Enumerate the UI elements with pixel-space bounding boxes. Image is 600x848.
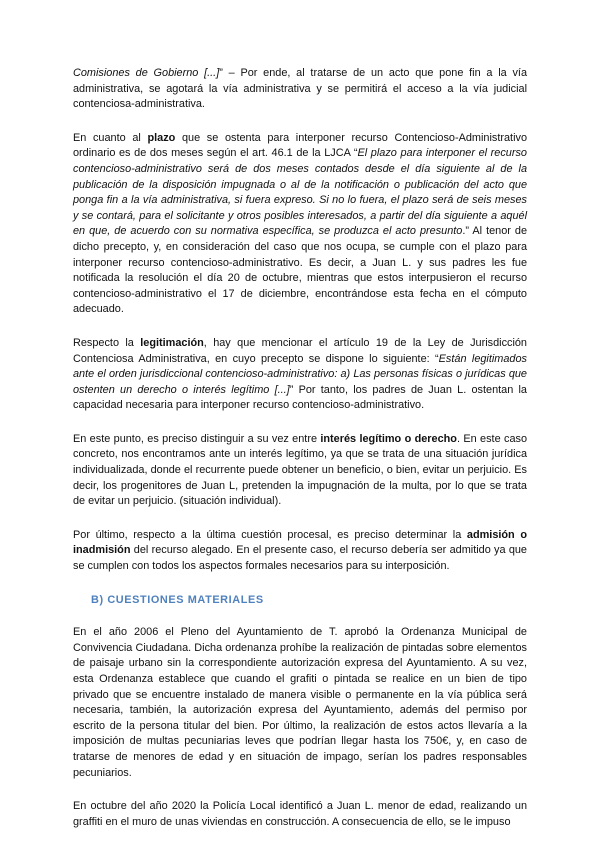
section-heading-cuestiones-materiales: B) CUESTIONES MATERIALES: [91, 593, 264, 606]
paragraph-ordenanza: En el año 2006 el Pleno del Ayuntamiento de T. aprobó la Ordenanza Municipal de Convivencia Ciudadana. Dicha ordenanza prohíbe la realización de pintadas sobre elementos de paisaje urbano sin la correspondiente autorización expresa del Ayuntamiento. A su vez, esta Ordenanza establece que cuando el grafiti o pintada se realice en un bien de tipo privado que se encuentre instalado de manera visible o permanente en la vía pública será necesaria, también, la autorización expresa del Ayuntamiento, además del permiso por escrito de la persona titular del bien. Por último, la realización de estos actos llevaría a la imposición de multas pecuniarias leves que podrían llegar hasta los 750€, y, en caso de tratarse de menores de edad y en situación de impago, serían los padres responsables pecuniarios.: [73, 626, 527, 779]
paragraph-legitimacion: [73, 336, 527, 414]
paragraph-text: ” – Por ende, al tratarse de un acto que pone fin a la vía administrativa, se agotará la vía administrativa y se permitirá el acceso a la vía judicial contenciosa-administrativa.: [73, 67, 527, 111]
paragraph-vía-administrativa: [73, 66, 527, 113]
term-admision: admisión o inadmisión: [73, 528, 527, 557]
paragraph-text: En cuanto al: [73, 131, 148, 144]
paragraph-policia-local: En octubre del año 2020 la Policía Local identificó a Juan L. menor de edad, realizando un graffiti en el muro de unas viviendas en construcción. A consecuencia de ello, se le impuso: [73, 800, 527, 828]
paragraph-text: ” Por tanto, los padres de Juan L. ostentan la capacidad necesaria para interponer recurso contencioso-administrativo.: [73, 383, 527, 412]
term-interes-legitimo: interés legítimo o derecho: [320, 432, 457, 445]
paragraph-text: .” Al tenor de dicho precepto, y, en consideración del caso que nos ocupa, se cumple con el plazo para interponer recurso contencioso-administrativo. Es decir, a Juan L. y sus padres les fue notificada la resolución el día 20 de octubre, mientras que estos interpusieron el recurso contencioso-administrativo el 17 de diciembre, encontrándose esta fecha en el cómputo adecuado.: [73, 225, 528, 316]
paragraph-text: Respecto la: [73, 336, 141, 349]
quote-art-19: Están legitimados ante el orden jurisdiccional contencioso-administrativo: a) Las personas físicas o jurídicas que ostenten un derecho o interés legítimo [...]: [73, 352, 527, 396]
paragraph-interes-legitimo: [73, 432, 527, 510]
paragraph-text: . En este caso concreto, nos encontramos ante un interés legítimo, ya que se trata de una situación jurídica individualizada, donde el recurrente puede obtener un beneficio, o bien, evitar un perjuicio. Es decir, los progenitores de Juan L, pretenden la impugnación de la multa, por lo que se trata de evitar un perjuicio. (situación individual).: [73, 432, 528, 508]
paragraph-admision: [73, 528, 527, 575]
paragraph-plazo: [73, 131, 527, 318]
quote-comisiones: Comisiones de Gobierno [...]: [73, 67, 220, 79]
term-plazo: plazo: [147, 131, 176, 144]
paragraph-text: que se ostenta para interponer recurso Contencioso-Administrativo ordinario es de dos meses según el art. 46.1 de la LJCA “: [73, 131, 527, 160]
paragraph-text: , hay que mencionar el artículo 19 de la Ley de Jurisdicción Contenciosa Administrativa, en cuyo precepto se dispone lo siguiente: “: [73, 336, 527, 365]
paragraph-text: del recurso alegado. En el presente caso, el recurso debería ser admitido ya que se cumplen con todos los aspectos formales necesarios para su interposición.: [73, 544, 527, 573]
quote-art-46: El plazo para interponer el recurso contencioso-administrativo será de dos meses contados desde el día siguiente al de la publicación de la disposición impugnada o al de la notificación o publicación del acto que ponga fin a la vía administrativa, si fuera expreso. Si no lo fuera, el plazo será de seis meses y se contará, para el solicitante y otros posibles interesados, a partir del día siguiente a aquél en que, de acuerdo con su normativa específica, se produzca el acto presunto: [73, 147, 527, 238]
document-page: [73, 66, 527, 848]
paragraph-text: Por último, respecto a la última cuestión procesal, es preciso determinar la: [73, 528, 467, 541]
paragraph-text: En este punto, es preciso distinguir a su vez entre: [73, 432, 321, 445]
term-legitimacion: legitimación: [140, 336, 204, 349]
